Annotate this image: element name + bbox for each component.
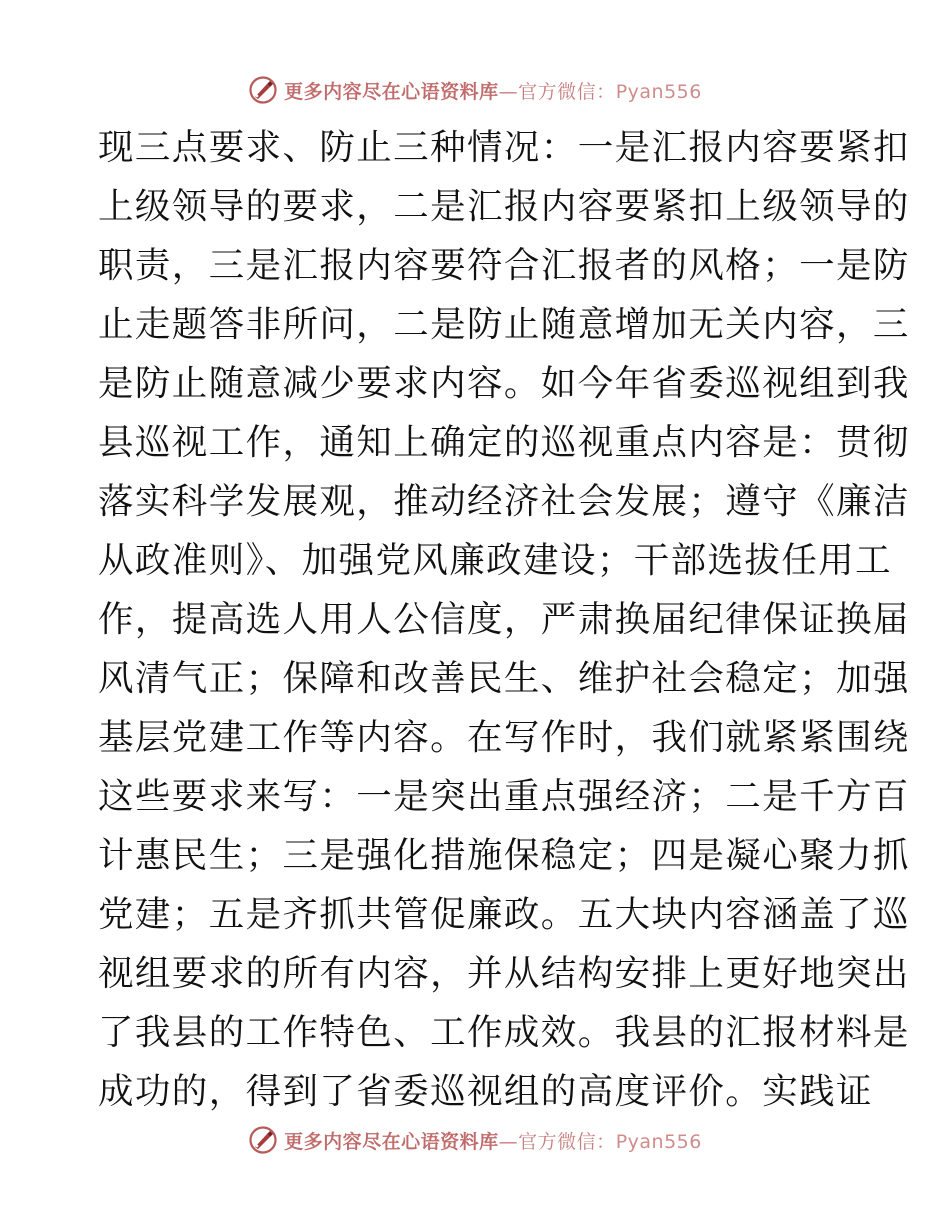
watermark-wechat-id: Pyan556 xyxy=(615,80,702,103)
body-line: 职责，三是汇报内容要符合汇报者的风格；一是防 xyxy=(98,245,910,286)
watermark-text xyxy=(284,77,702,104)
header-watermark xyxy=(0,72,950,108)
watermark-wechat-label: 官方微信： xyxy=(518,1130,616,1153)
document-body xyxy=(98,118,910,1121)
watermark-dash: — xyxy=(498,80,519,103)
body-line: 是防止随意减少要求内容。如今年省委巡视组到我 xyxy=(98,363,910,404)
body-line: 基层党建工作等内容。在写作时，我们就紧紧围绕 xyxy=(98,717,910,758)
body-line: 视组要求的所有内容，并从结构安排上更好地突出 xyxy=(98,953,910,994)
body-line: 止走题答非所问，二是防止随意增加无关内容，三 xyxy=(98,304,910,345)
watermark-wechat-id: Pyan556 xyxy=(615,1130,702,1153)
body-line: 成功的，得到了省委巡视组的高度评价。实践证 xyxy=(98,1071,873,1112)
watermark-dash: — xyxy=(498,1130,519,1153)
body-line: 落实科学发展观，推动经济社会发展；遵守《廉洁 xyxy=(98,481,910,522)
body-line: 现三点要求、防止三种情况：一是汇报内容要紧扣 xyxy=(98,127,910,168)
body-line: 作，提高选人用人公信度，严肃换届纪律保证换届 xyxy=(98,599,910,640)
watermark-text xyxy=(284,1127,702,1154)
body-line: 县巡视工作，通知上确定的巡视重点内容是：贯彻 xyxy=(98,422,910,463)
pen-logo-icon xyxy=(248,75,278,105)
watermark-site: 更多内容尽在心语资料库 xyxy=(284,80,499,103)
watermark-site: 更多内容尽在心语资料库 xyxy=(284,1130,499,1153)
body-line: 计惠民生；三是强化措施保稳定；四是凝心聚力抓 xyxy=(98,835,910,876)
footer-watermark xyxy=(0,1122,950,1158)
body-line: 风清气正；保障和改善民生、维护社会稳定；加强 xyxy=(98,658,910,699)
body-line: 这些要求来写：一是突出重点强经济；二是千方百 xyxy=(98,776,910,817)
body-line: 了我县的工作特色、工作成效。我县的汇报材料是 xyxy=(98,1012,910,1053)
body-line: 从政准则》、加强党风廉政建设；干部选拔任用工 xyxy=(98,540,893,581)
pen-logo-icon xyxy=(248,1125,278,1155)
body-line: 党建；五是齐抓共管促廉政。五大块内容涵盖了巡 xyxy=(98,894,910,935)
watermark-wechat-label: 官方微信： xyxy=(518,80,616,103)
body-line: 上级领导的要求，二是汇报内容要紧扣上级领导的 xyxy=(98,186,910,227)
